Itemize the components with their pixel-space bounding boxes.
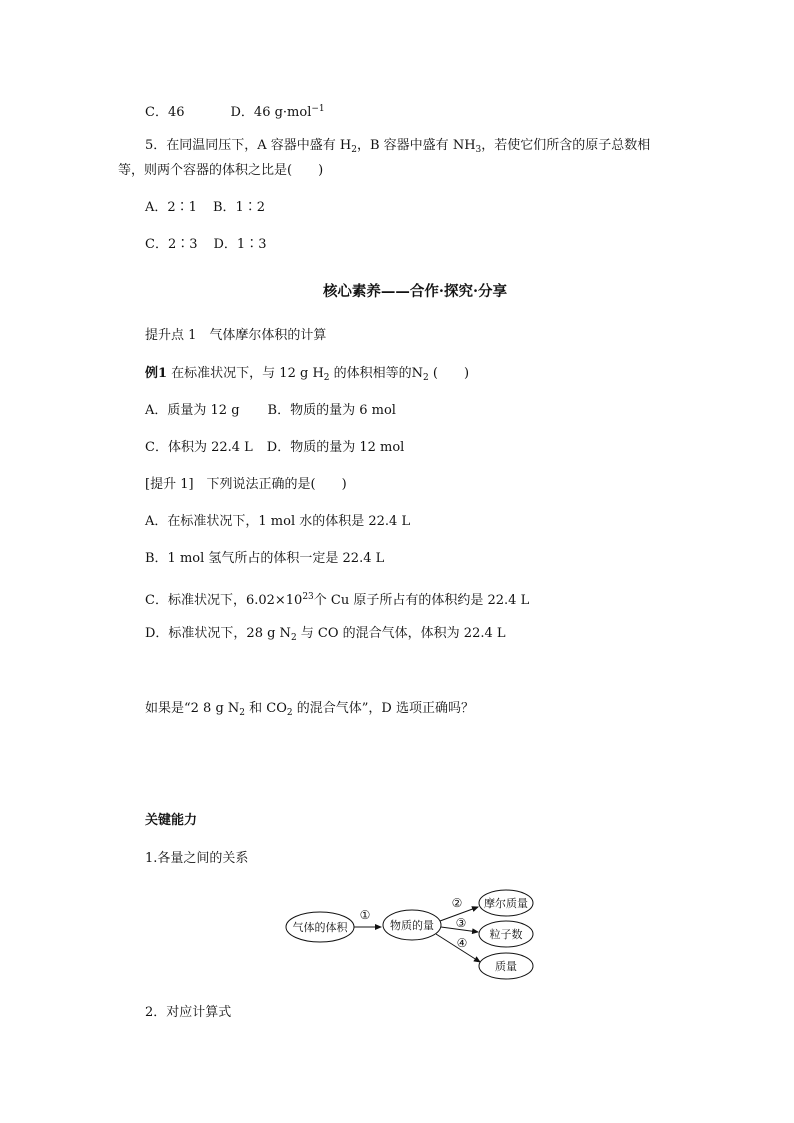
q4-option-d-superscript: −1 xyxy=(311,104,325,114)
practice1-exponent: 23 xyxy=(302,592,314,602)
q5-text-part3: ，若使它们所含的原子总数相 xyxy=(481,138,651,153)
practice1-option-a: A．在标准状况下，1 mol 水的体积是 22.4 L xyxy=(145,514,411,529)
mass-label: 质量 xyxy=(495,960,517,973)
practice1-option-d-part2: 与 CO 的混合气体，体积为 22.4 L xyxy=(296,626,506,641)
followup-text-part2: 和 CO xyxy=(245,701,287,716)
step-1-marker: ① xyxy=(359,908,371,922)
key-ability-item-2: 2．对应计算式 xyxy=(145,1005,232,1020)
particle-number-label: 粒子数 xyxy=(489,928,523,941)
section-title: 核心素养——合作·探究·分享 xyxy=(322,283,508,300)
step-2-marker: ② xyxy=(451,896,463,910)
example1-text-part3: ( ) xyxy=(428,366,470,381)
practice1-option-d-part1: D．标准状况下，28 g N xyxy=(145,626,291,641)
practice1-stem: [提升 1] 下列说法正确的是( ) xyxy=(145,477,347,492)
q5-text-part1: 5．在同温同压下，A 容器中盛有 H xyxy=(145,138,352,153)
gas-volume-label: 气体的体积 xyxy=(292,921,348,934)
q5-option-b: B．1∶2 xyxy=(212,200,266,215)
example1-option-b: B．物质的量为 6 mol xyxy=(267,403,396,418)
step-4-marker: ④ xyxy=(456,936,468,950)
amount-label: 物质的量 xyxy=(390,919,434,932)
example1-h2-subscript: 2 xyxy=(323,373,330,383)
example1-label: 例1 xyxy=(145,366,168,381)
q5-nh3-subscript: 3 xyxy=(475,145,482,155)
q5-text-part2: ，B 容器中盛有 NH xyxy=(357,138,476,153)
followup-n2-subscript: 2 xyxy=(239,708,246,718)
q5-option-d: D．1∶3 xyxy=(213,237,267,252)
q5-option-c: C．2∶3 xyxy=(145,237,198,252)
followup-co2-subscript: 2 xyxy=(286,708,293,718)
followup-text-part3: 的混合气体”，D 选项正确吗？ xyxy=(292,701,474,716)
q4-option-d: D．46 g·mol xyxy=(230,105,312,120)
key-ability-item-1: 1.各量之间的关系 xyxy=(145,851,249,866)
q5-stem-line2: 等，则两个容器的体积之比是( ) xyxy=(118,163,324,178)
followup-text-part1: 如果是“2 8 g N xyxy=(145,701,240,716)
key-ability-heading: 关键能力 xyxy=(145,813,198,828)
example1-option-d: D．物质的量为 12 mol xyxy=(266,440,405,455)
practice1-option-b: B．1 mol 氢气所占的体积一定是 22.4 L xyxy=(145,551,385,566)
molar-mass-label: 摩尔质量 xyxy=(484,897,528,910)
example1-option-a: A．质量为 12 g xyxy=(145,403,240,418)
example1-text-part2: 的体积相等的N xyxy=(329,366,424,381)
q5-h2-subscript: 2 xyxy=(351,145,357,155)
improvement-point-heading: 提升点 1 气体摩尔体积的计算 xyxy=(145,328,327,343)
example1-option-c: C．体积为 22.4 L xyxy=(145,440,253,455)
q5-option-a: A．2∶1 xyxy=(145,200,197,215)
example1-n2-subscript: 2 xyxy=(423,373,429,383)
practice1-option-c-part1: C．标准状况下，6.02×10 xyxy=(145,593,303,608)
practice1-n2-subscript: 2 xyxy=(290,633,297,643)
q4-option-c: C．46 xyxy=(145,105,185,120)
practice1-option-c-part2: 个 Cu 原子所占有的体积约是 22.4 L xyxy=(313,593,530,608)
step-3-marker: ③ xyxy=(455,916,467,930)
example1-text-part1: 在标准状况下，与 12 g H xyxy=(167,366,324,381)
